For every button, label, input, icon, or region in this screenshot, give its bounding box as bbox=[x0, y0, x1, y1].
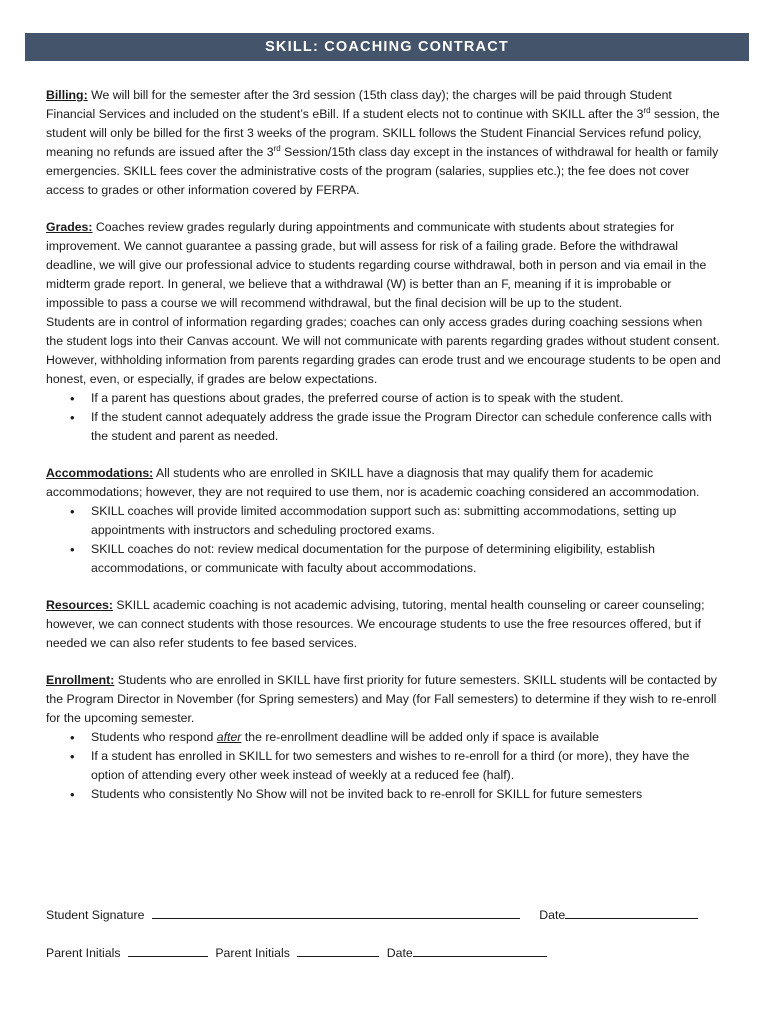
parent-initials-row bbox=[46, 944, 547, 960]
list-item: • If the student cannot adequately address the grade issue the Program Director can schedule conference calls with the student and parent as needed. bbox=[91, 408, 722, 446]
list-item: • If a parent has questions about grades, the preferred course of action is to speak with the student. bbox=[91, 389, 722, 408]
grades-paragraph bbox=[46, 218, 722, 313]
accommodations-heading: Accommodations: bbox=[46, 466, 154, 480]
enrollment-bullet1-pre: Students who respond bbox=[91, 730, 217, 744]
resources-text: SKILL academic coaching is not academic advising, tutoring, mental health counseling or career counseling; however, we can connect students with those resources. We encourage students to use the free resources offered, but if needed we can also refer students to fee based services. bbox=[46, 598, 705, 650]
list-item bbox=[91, 728, 722, 747]
grades-bullet-list bbox=[46, 389, 722, 446]
enrollment-paragraph bbox=[46, 671, 722, 728]
billing-section bbox=[46, 86, 722, 200]
date-field-2[interactable] bbox=[413, 944, 547, 957]
accommodations-paragraph bbox=[46, 464, 722, 502]
billing-text-a: We will bill for the semester after the 3rd session (15th class day); the charges will be paid through Student Financial Services and included on the student’s eBill. If a student elects not to continue with SKILL after the 3 bbox=[46, 88, 672, 121]
contract-body bbox=[46, 86, 722, 822]
resources-heading: Resources: bbox=[46, 598, 113, 612]
student-signature-label: Student Signature bbox=[46, 908, 145, 922]
accommodations-section bbox=[46, 464, 722, 578]
student-signature-row bbox=[46, 906, 698, 922]
billing-sup-2: rd bbox=[273, 143, 281, 153]
date-label-1: Date bbox=[539, 908, 566, 922]
list-item: • SKILL coaches do not: review medical documentation for the purpose of determining eligibility, establish accommodations, or communicate with faculty about accommodations. bbox=[91, 540, 722, 578]
parent-initials-label-1: Parent Initials bbox=[46, 946, 121, 960]
resources-section bbox=[46, 596, 722, 653]
grades-section bbox=[46, 218, 722, 446]
billing-text-c: Session/15th class day except in the instances of withdrawal for health or family emergencies. SKILL fees cover the administrative costs of the program (salaries, supplies etc.); the fee does not cover access to grades or other information covered by FERPA. bbox=[46, 145, 719, 197]
contract-title-bar bbox=[25, 33, 749, 61]
enrollment-heading: Enrollment: bbox=[46, 673, 115, 687]
parent-initials-label-2: Parent Initials bbox=[215, 946, 290, 960]
accommodations-text: All students who are enrolled in SKILL have a diagnosis that may qualify them for academic accommodations; however, they are not required to use them, nor is academic coaching considered an accommodation. bbox=[46, 466, 700, 499]
list-item: • If a student has enrolled in SKILL for two semesters and wishes to re-enroll for a third (or more), they have the option of attending every other week instead of weekly at a reduced fee (half). bbox=[91, 747, 722, 785]
billing-paragraph bbox=[46, 86, 722, 200]
enrollment-text: Students who are enrolled in SKILL have first priority for future semesters. SKILL students will be contacted by the Program Director in November (for Spring semesters) and May (for Fall semesters) to determine if they wish to re-enroll for the upcoming semester. bbox=[46, 673, 717, 725]
billing-sup-1: rd bbox=[643, 105, 651, 115]
student-signature-field[interactable] bbox=[152, 906, 520, 919]
accommodations-bullet-list bbox=[46, 502, 722, 578]
grades-heading: Grades: bbox=[46, 220, 93, 234]
enrollment-section bbox=[46, 671, 722, 804]
date-field-1[interactable] bbox=[565, 906, 698, 919]
enrollment-bullet1-emphasis: after bbox=[216, 730, 242, 744]
billing-heading: Billing: bbox=[46, 88, 88, 102]
list-item: • Students who consistently No Show will not be invited back to re-enroll for SKILL for future semesters bbox=[91, 785, 722, 804]
list-item: • SKILL coaches will provide limited accommodation support such as: submitting accommodations, setting up appointments with instructors and scheduling proctored exams. bbox=[91, 502, 722, 540]
resources-paragraph bbox=[46, 596, 722, 653]
grades-paragraph-2: Students are in control of information regarding grades; coaches can only access grades during coaching sessions when the student logs into their Canvas account. We will not communicate with parents regarding grades without student consent. However, withholding information from parents regarding grades can erode trust and we encourage students to be open and honest, even, or especially, if grades are below expectations. bbox=[46, 315, 721, 386]
parent-initials-field-2[interactable] bbox=[297, 944, 379, 957]
parent-initials-field-1[interactable] bbox=[128, 944, 208, 957]
date-label-2: Date bbox=[386, 946, 413, 960]
contract-title: SKILL: COACHING CONTRACT bbox=[265, 39, 509, 55]
grades-text: Coaches review grades regularly during appointments and communicate with students about strategies for improvement. We cannot guarantee a passing grade, but will assess for risk of a failing grade. Before the withdrawal deadline, we will give our professional advice to students regarding course withdrawal, both in person and via email in the midterm grade report. In general, we believe that a withdrawal (W) is better than an F, meaning if it is improbable or impossible to pass a course we will recommend withdrawal, but the final decision will be up to the student. bbox=[46, 220, 707, 310]
enrollment-bullet-list bbox=[46, 728, 722, 804]
enrollment-bullet1-post: the re-enrollment deadline will be added only if space is available bbox=[241, 730, 599, 744]
billing-text-b: session, the student will only be billed for the first 3 weeks of the program. SKILL follows the Student Financial Services refund policy, meaning no refunds are issued after the 3 bbox=[46, 107, 720, 159]
